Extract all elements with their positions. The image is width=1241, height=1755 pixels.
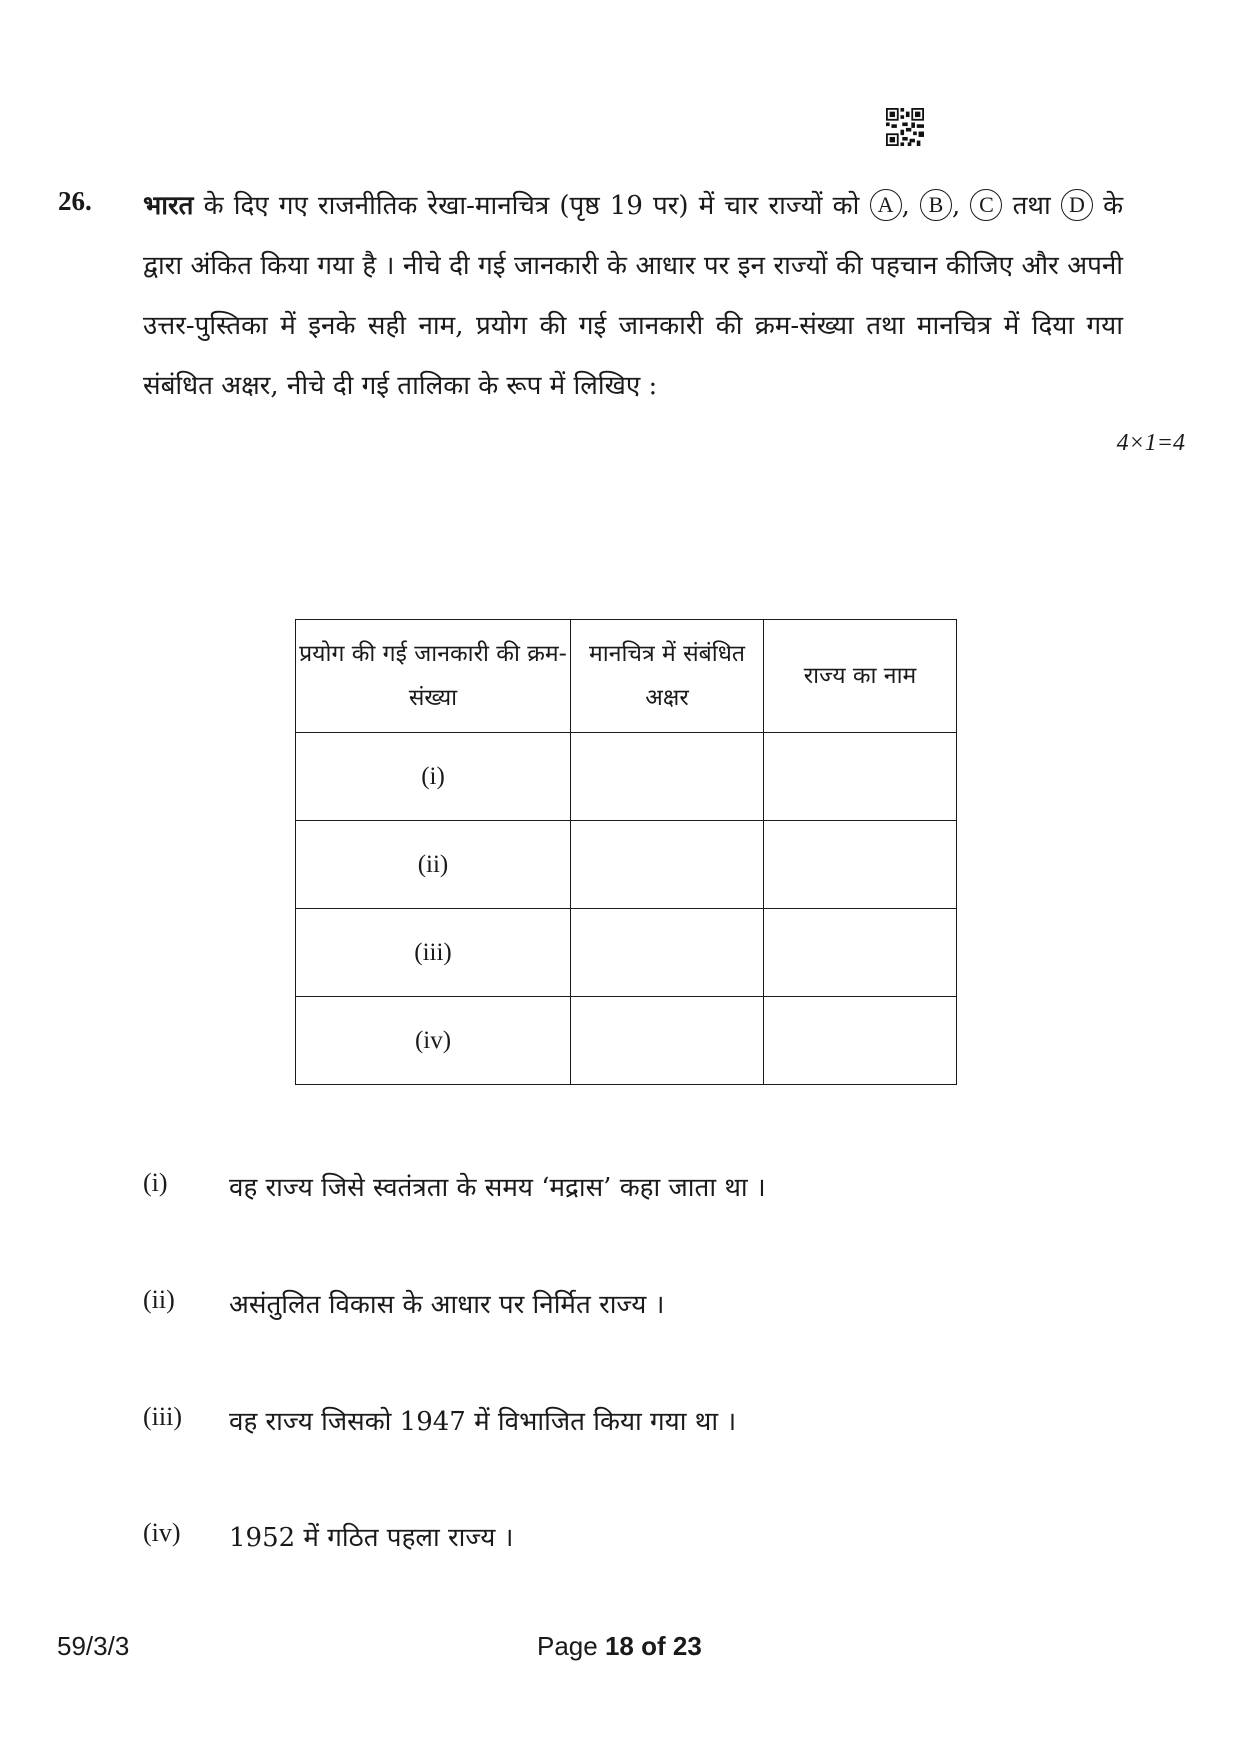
question-text-part2: तथा: [1012, 191, 1051, 221]
list-item-number: (ii): [143, 1285, 175, 1314]
table-row: [296, 821, 957, 909]
map-label-a: A: [870, 189, 902, 221]
page-current: 18: [604, 1631, 634, 1661]
map-label-d: D: [1061, 189, 1093, 221]
list-item-number: (iv): [143, 1518, 181, 1547]
marks-allocation: 4×1=4: [1116, 430, 1185, 456]
table-cell-empty: [764, 733, 957, 821]
page-of: of: [641, 1631, 666, 1661]
question-text: भारत के दिए गए राजनीतिक रेखा-मानचित्र (पृष्ठ 19 पर) में चार राज्यों को A , B , C तथा D के द्वारा अंकित किया गया है । नीचे दी गई जानकारी के आधार पर इन राज्यों की पहचान कीजिए और अपनी उत्तर-पुस्तिका में इनके सही नाम, प्रयोग की गई जानकारी की क्रम-संख्या तथा मानचित्र में दिया गया संबंधित अक्षर, नीचे दी गई तालिका के रूप में लिखिए :: [143, 191, 1124, 401]
table-cell-serial: (iv): [296, 997, 571, 1085]
list-item-text: वह राज्य जिसको 1947 में विभाजित किया गया था ।: [229, 1407, 737, 1437]
question-bold-word: भारत: [143, 191, 194, 221]
list-item-text: 1952 में गठित पहला राज्य ।: [229, 1523, 514, 1553]
qr-code: [886, 108, 924, 146]
table-header-state: राज्य का नाम: [764, 620, 957, 733]
question-number: 26.: [58, 186, 92, 216]
list-item-number: (i): [143, 1168, 168, 1197]
table-header-row: [296, 620, 957, 733]
table-row: [296, 997, 957, 1085]
map-label-b: B: [920, 189, 952, 221]
table-cell-serial: (ii): [296, 821, 571, 909]
paper-code: 59/3/3: [57, 1631, 130, 1661]
table-cell-empty: [571, 733, 764, 821]
table-cell-empty: [764, 821, 957, 909]
table-cell-serial: (i): [296, 733, 571, 821]
answer-table: [295, 619, 957, 1085]
table-cell-empty: [571, 909, 764, 997]
table-cell-empty: [571, 997, 764, 1085]
list-item-number: (iii): [143, 1402, 182, 1431]
table-cell-empty: [764, 909, 957, 997]
table-cell-empty: [571, 821, 764, 909]
map-label-c: C: [970, 189, 1002, 221]
page-total: 23: [672, 1631, 702, 1661]
page-word: Page: [537, 1631, 598, 1661]
table-header-letter: मानचित्र में संबंधित अक्षर: [571, 620, 764, 733]
question-text-part3: के द्वारा अंकित किया गया है । नीचे दी गई जानकारी के आधार पर इन राज्यों की पहचान कीजिए और अपनी उत्तर-पुस्तिका में इनके सही नाम, प्रयोग की गई जानकारी की क्रम-संख्या तथा मानचित्र में दिया गया संबंधित अक्षर, नीचे दी गई तालिका के रूप में लिखिए :: [143, 191, 1124, 401]
list-item-text: असंतुलित विकास के आधार पर निर्मित राज्य ।: [229, 1290, 665, 1320]
list-item-text: वह राज्य जिसे स्वतंत्रता के समय ‘मद्रास’ कहा जाता था ।: [229, 1173, 766, 1203]
table-header-serial: प्रयोग की गई जानकारी की क्रम-संख्या: [296, 620, 571, 733]
table-cell-empty: [764, 997, 957, 1085]
table-row: [296, 909, 957, 997]
page-number: [537, 1631, 702, 1662]
question-text-part1: के दिए गए राजनीतिक रेखा-मानचित्र (पृष्ठ 19 पर) में चार राज्यों को: [203, 191, 860, 221]
table-row: [296, 733, 957, 821]
table-cell-serial: (iii): [296, 909, 571, 997]
